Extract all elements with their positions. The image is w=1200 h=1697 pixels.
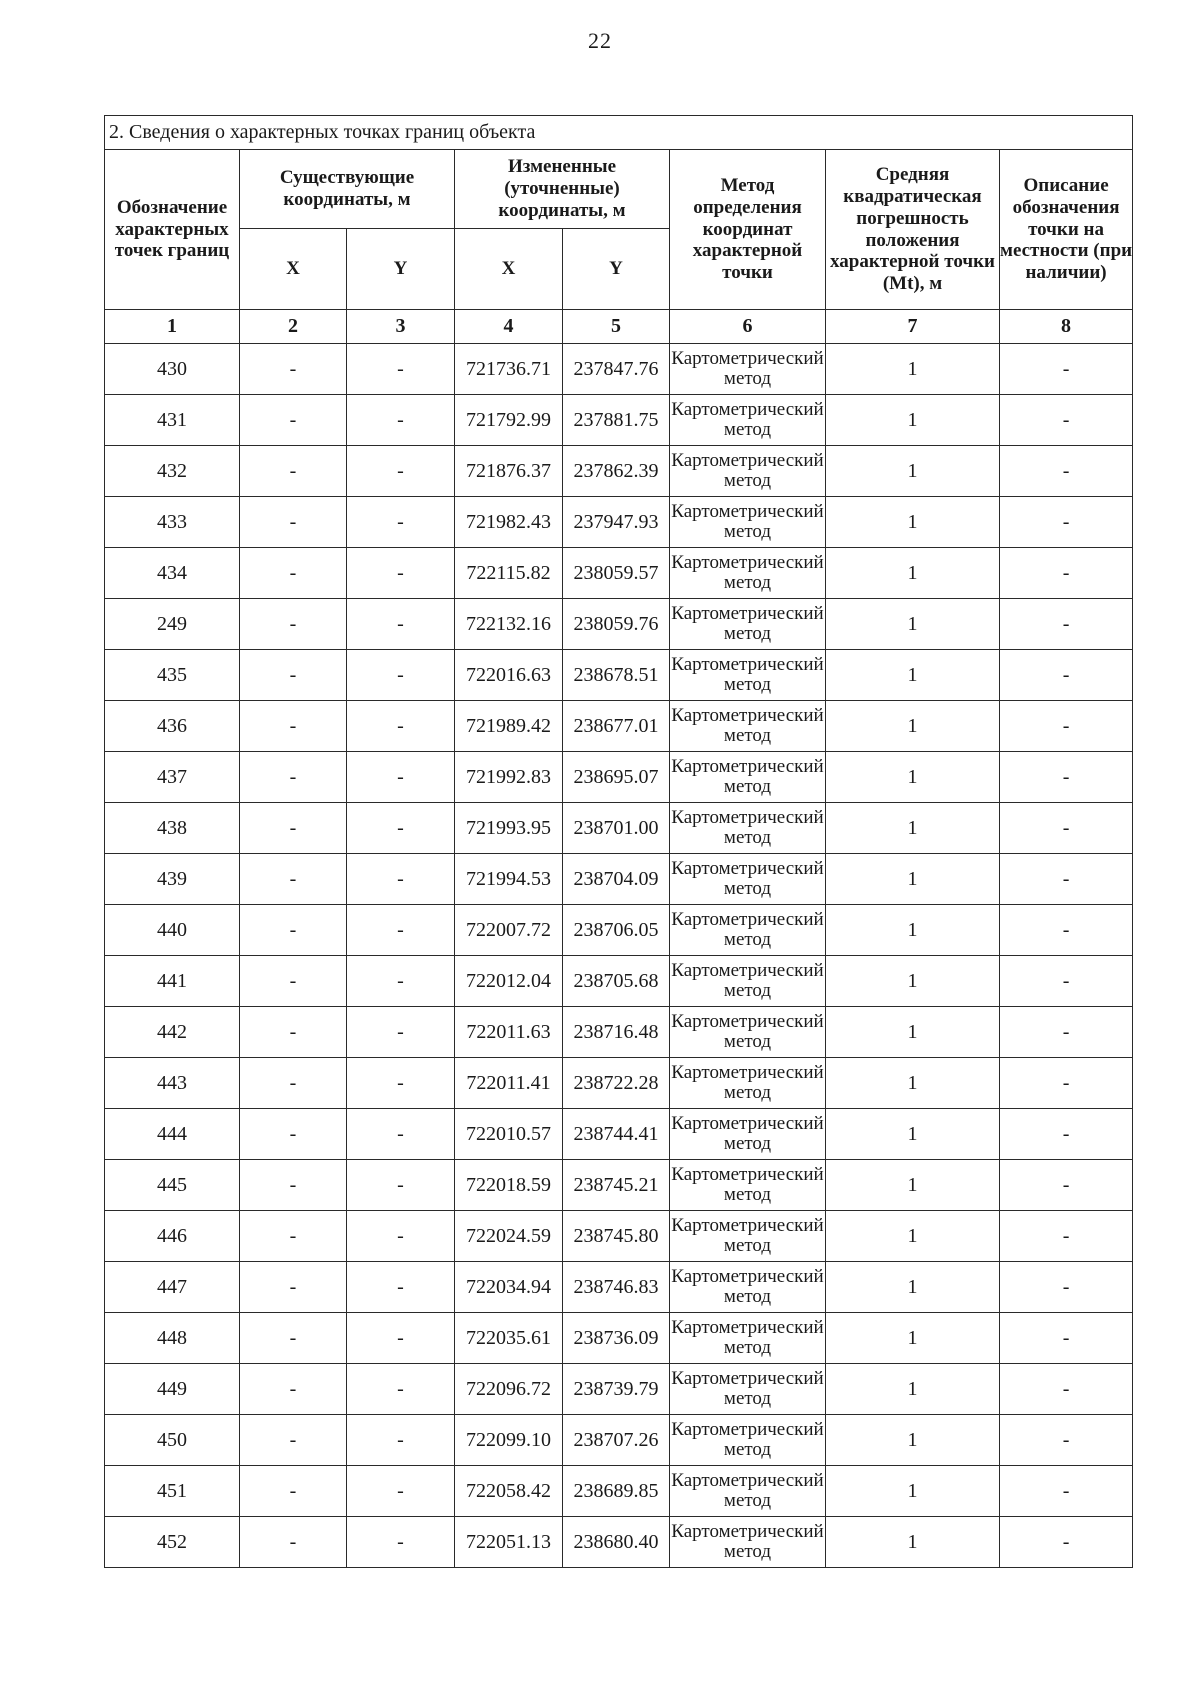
existing-x-cell: -	[240, 1466, 347, 1517]
method-cell: Картометрический метод	[670, 1364, 826, 1415]
method-cell: Картометрический метод	[670, 1262, 826, 1313]
y-coordinate-cell: 238707.26	[563, 1415, 670, 1466]
header-existing-coords: Существующие координаты, м	[240, 150, 455, 229]
existing-x-cell: -	[240, 905, 347, 956]
mean-error-cell: 1	[826, 650, 1000, 701]
description-cell: -	[1000, 497, 1133, 548]
existing-x-cell: -	[240, 497, 347, 548]
column-number: 8	[1000, 310, 1133, 344]
description-cell: -	[1000, 1313, 1133, 1364]
mean-error-cell: 1	[826, 1517, 1000, 1568]
existing-x-cell: -	[240, 548, 347, 599]
header-changed-y: Y	[563, 229, 670, 310]
column-number: 5	[563, 310, 670, 344]
description-cell: -	[1000, 1109, 1133, 1160]
existing-x-cell: -	[240, 854, 347, 905]
table-row	[105, 1517, 1133, 1568]
column-number: 7	[826, 310, 1000, 344]
existing-y-cell: -	[347, 395, 455, 446]
existing-y-cell: -	[347, 1415, 455, 1466]
description-cell: -	[1000, 1058, 1133, 1109]
x-coordinate-cell: 722051.13	[455, 1517, 563, 1568]
mean-error-cell: 1	[826, 752, 1000, 803]
table-row	[105, 854, 1133, 905]
y-coordinate-cell: 238722.28	[563, 1058, 670, 1109]
existing-x-cell: -	[240, 1058, 347, 1109]
mean-error-cell: 1	[826, 548, 1000, 599]
mean-error-cell: 1	[826, 803, 1000, 854]
method-cell: Картометрический метод	[670, 956, 826, 1007]
table-row	[105, 1262, 1133, 1313]
column-number: 4	[455, 310, 563, 344]
y-coordinate-cell: 237881.75	[563, 395, 670, 446]
table-row	[105, 1160, 1133, 1211]
x-coordinate-cell: 722012.04	[455, 956, 563, 1007]
mean-error-cell: 1	[826, 1160, 1000, 1211]
method-cell: Картометрический метод	[670, 599, 826, 650]
mean-error-cell: 1	[826, 854, 1000, 905]
point-number-cell: 439	[105, 854, 240, 905]
x-coordinate-cell: 722035.61	[455, 1313, 563, 1364]
y-coordinate-cell: 238678.51	[563, 650, 670, 701]
method-cell: Картометрический метод	[670, 548, 826, 599]
x-coordinate-cell: 721982.43	[455, 497, 563, 548]
mean-error-cell: 1	[826, 1415, 1000, 1466]
mean-error-cell: 1	[826, 497, 1000, 548]
point-number-cell: 452	[105, 1517, 240, 1568]
point-number-cell: 446	[105, 1211, 240, 1262]
description-cell: -	[1000, 1160, 1133, 1211]
mean-error-cell: 1	[826, 1313, 1000, 1364]
existing-x-cell: -	[240, 752, 347, 803]
description-cell: -	[1000, 701, 1133, 752]
existing-y-cell: -	[347, 1109, 455, 1160]
y-coordinate-cell: 238716.48	[563, 1007, 670, 1058]
description-cell: -	[1000, 1415, 1133, 1466]
description-cell: -	[1000, 1466, 1133, 1517]
table-row	[105, 395, 1133, 446]
method-cell: Картометрический метод	[670, 1058, 826, 1109]
mean-error-cell: 1	[826, 701, 1000, 752]
y-coordinate-cell: 238705.68	[563, 956, 670, 1007]
existing-y-cell: -	[347, 905, 455, 956]
table-row	[105, 1313, 1133, 1364]
point-number-cell: 444	[105, 1109, 240, 1160]
method-cell: Картометрический метод	[670, 1415, 826, 1466]
existing-y-cell: -	[347, 1211, 455, 1262]
y-coordinate-cell: 238701.00	[563, 803, 670, 854]
description-cell: -	[1000, 854, 1133, 905]
column-number: 1	[105, 310, 240, 344]
x-coordinate-cell: 722011.41	[455, 1058, 563, 1109]
existing-x-cell: -	[240, 395, 347, 446]
y-coordinate-cell: 238739.79	[563, 1364, 670, 1415]
point-number-cell: 433	[105, 497, 240, 548]
method-cell: Картометрический метод	[670, 497, 826, 548]
y-coordinate-cell: 238706.05	[563, 905, 670, 956]
existing-y-cell: -	[347, 650, 455, 701]
header-point-designation: Обозначение характерных точек границ	[105, 150, 240, 310]
point-number-cell: 432	[105, 446, 240, 497]
description-cell: -	[1000, 1364, 1133, 1415]
method-cell: Картометрический метод	[670, 1109, 826, 1160]
description-cell: -	[1000, 650, 1133, 701]
mean-error-cell: 1	[826, 905, 1000, 956]
existing-y-cell: -	[347, 1058, 455, 1109]
description-cell: -	[1000, 905, 1133, 956]
existing-y-cell: -	[347, 752, 455, 803]
description-cell: -	[1000, 1517, 1133, 1568]
x-coordinate-cell: 722010.57	[455, 1109, 563, 1160]
description-cell: -	[1000, 752, 1133, 803]
existing-x-cell: -	[240, 1517, 347, 1568]
existing-y-cell: -	[347, 956, 455, 1007]
x-coordinate-cell: 721993.95	[455, 803, 563, 854]
description-cell: -	[1000, 1007, 1133, 1058]
mean-error-cell: 1	[826, 1364, 1000, 1415]
header-existing-y: Y	[347, 229, 455, 310]
existing-y-cell: -	[347, 1262, 455, 1313]
existing-x-cell: -	[240, 803, 347, 854]
point-number-cell: 436	[105, 701, 240, 752]
x-coordinate-cell: 721876.37	[455, 446, 563, 497]
x-coordinate-cell: 722096.72	[455, 1364, 563, 1415]
point-number-cell: 249	[105, 599, 240, 650]
point-number-cell: 447	[105, 1262, 240, 1313]
method-cell: Картометрический метод	[670, 1160, 826, 1211]
y-coordinate-cell: 238677.01	[563, 701, 670, 752]
method-cell: Картометрический метод	[670, 1466, 826, 1517]
existing-x-cell: -	[240, 1364, 347, 1415]
mean-error-cell: 1	[826, 344, 1000, 395]
point-number-cell: 434	[105, 548, 240, 599]
method-cell: Картометрический метод	[670, 905, 826, 956]
y-coordinate-cell: 238059.57	[563, 548, 670, 599]
mean-error-cell: 1	[826, 956, 1000, 1007]
y-coordinate-cell: 238704.09	[563, 854, 670, 905]
existing-y-cell: -	[347, 854, 455, 905]
existing-x-cell: -	[240, 701, 347, 752]
existing-x-cell: -	[240, 956, 347, 1007]
header-method: Метод определения координат характерной точки	[670, 150, 826, 310]
x-coordinate-cell: 721736.71	[455, 344, 563, 395]
table-row	[105, 599, 1133, 650]
table-row	[105, 1058, 1133, 1109]
method-cell: Картометрический метод	[670, 1211, 826, 1262]
table-row	[105, 344, 1133, 395]
column-number: 6	[670, 310, 826, 344]
method-cell: Картометрический метод	[670, 650, 826, 701]
existing-y-cell: -	[347, 1313, 455, 1364]
table-row	[105, 446, 1133, 497]
column-number: 3	[347, 310, 455, 344]
point-number-cell: 451	[105, 1466, 240, 1517]
point-number-cell: 437	[105, 752, 240, 803]
existing-x-cell: -	[240, 1415, 347, 1466]
existing-y-cell: -	[347, 599, 455, 650]
table-row	[105, 1466, 1133, 1517]
method-cell: Картометрический метод	[670, 701, 826, 752]
table-row	[105, 905, 1133, 956]
table-row	[105, 1211, 1133, 1262]
method-cell: Картометрический метод	[670, 1007, 826, 1058]
point-number-cell: 438	[105, 803, 240, 854]
mean-error-cell: 1	[826, 1466, 1000, 1517]
x-coordinate-cell: 721994.53	[455, 854, 563, 905]
existing-x-cell: -	[240, 599, 347, 650]
table-row	[105, 1415, 1133, 1466]
x-coordinate-cell: 722018.59	[455, 1160, 563, 1211]
header-description: Описание обозначения точки на местности (при наличии)	[1000, 150, 1133, 310]
x-coordinate-cell: 722016.63	[455, 650, 563, 701]
mean-error-cell: 1	[826, 1007, 1000, 1058]
description-cell: -	[1000, 599, 1133, 650]
existing-y-cell: -	[347, 1007, 455, 1058]
y-coordinate-cell: 238746.83	[563, 1262, 670, 1313]
y-coordinate-cell: 238745.21	[563, 1160, 670, 1211]
mean-error-cell: 1	[826, 599, 1000, 650]
existing-x-cell: -	[240, 344, 347, 395]
table-row	[105, 650, 1133, 701]
existing-x-cell: -	[240, 1313, 347, 1364]
x-coordinate-cell: 722132.16	[455, 599, 563, 650]
point-number-cell: 449	[105, 1364, 240, 1415]
x-coordinate-cell: 722007.72	[455, 905, 563, 956]
method-cell: Картометрический метод	[670, 395, 826, 446]
point-number-cell: 450	[105, 1415, 240, 1466]
existing-x-cell: -	[240, 1109, 347, 1160]
mean-error-cell: 1	[826, 395, 1000, 446]
table-row	[105, 1109, 1133, 1160]
header-changed-x: X	[455, 229, 563, 310]
existing-x-cell: -	[240, 650, 347, 701]
y-coordinate-cell: 238680.40	[563, 1517, 670, 1568]
y-coordinate-cell: 238695.07	[563, 752, 670, 803]
x-coordinate-cell: 721989.42	[455, 701, 563, 752]
existing-y-cell: -	[347, 344, 455, 395]
description-cell: -	[1000, 1211, 1133, 1262]
section-title: 2. Сведения о характерных точках границ объекта	[105, 116, 1133, 150]
y-coordinate-cell: 238689.85	[563, 1466, 670, 1517]
point-number-cell: 431	[105, 395, 240, 446]
mean-error-cell: 1	[826, 1109, 1000, 1160]
point-number-cell: 435	[105, 650, 240, 701]
existing-x-cell: -	[240, 446, 347, 497]
existing-x-cell: -	[240, 1007, 347, 1058]
header-mean-error: Средняя квадратическая погрешность положения характерной точки (Mt), м	[826, 150, 1000, 310]
existing-y-cell: -	[347, 1364, 455, 1415]
y-coordinate-cell: 238736.09	[563, 1313, 670, 1364]
point-number-cell: 440	[105, 905, 240, 956]
table-row	[105, 548, 1133, 599]
method-cell: Картометрический метод	[670, 1517, 826, 1568]
mean-error-cell: 1	[826, 446, 1000, 497]
method-cell: Картометрический метод	[670, 1313, 826, 1364]
table-row	[105, 956, 1133, 1007]
x-coordinate-cell: 722115.82	[455, 548, 563, 599]
y-coordinate-cell: 237847.76	[563, 344, 670, 395]
header-changed-coords: Измененные (уточненные) координаты, м	[455, 150, 670, 229]
y-coordinate-cell: 237862.39	[563, 446, 670, 497]
table-row	[105, 701, 1133, 752]
point-number-cell: 443	[105, 1058, 240, 1109]
y-coordinate-cell: 237947.93	[563, 497, 670, 548]
mean-error-cell: 1	[826, 1262, 1000, 1313]
method-cell: Картометрический метод	[670, 344, 826, 395]
mean-error-cell: 1	[826, 1211, 1000, 1262]
table-body	[105, 344, 1133, 1568]
existing-y-cell: -	[347, 701, 455, 752]
mean-error-cell: 1	[826, 1058, 1000, 1109]
y-coordinate-cell: 238745.80	[563, 1211, 670, 1262]
x-coordinate-cell: 721792.99	[455, 395, 563, 446]
existing-x-cell: -	[240, 1262, 347, 1313]
page-number: 22	[588, 28, 612, 53]
existing-x-cell: -	[240, 1160, 347, 1211]
point-number-cell: 441	[105, 956, 240, 1007]
y-coordinate-cell: 238059.76	[563, 599, 670, 650]
y-coordinate-cell: 238744.41	[563, 1109, 670, 1160]
method-cell: Картометрический метод	[670, 854, 826, 905]
description-cell: -	[1000, 344, 1133, 395]
table-row	[105, 1364, 1133, 1415]
column-number: 2	[240, 310, 347, 344]
method-cell: Картометрический метод	[670, 803, 826, 854]
x-coordinate-cell: 721992.83	[455, 752, 563, 803]
point-number-cell: 445	[105, 1160, 240, 1211]
boundary-points-table	[104, 115, 1133, 1568]
table-row	[105, 752, 1133, 803]
x-coordinate-cell: 722024.59	[455, 1211, 563, 1262]
description-cell: -	[1000, 803, 1133, 854]
header-existing-x: X	[240, 229, 347, 310]
point-number-cell: 430	[105, 344, 240, 395]
x-coordinate-cell: 722058.42	[455, 1466, 563, 1517]
x-coordinate-cell: 722011.63	[455, 1007, 563, 1058]
existing-y-cell: -	[347, 548, 455, 599]
description-cell: -	[1000, 1262, 1133, 1313]
existing-y-cell: -	[347, 1517, 455, 1568]
existing-y-cell: -	[347, 803, 455, 854]
description-cell: -	[1000, 446, 1133, 497]
existing-y-cell: -	[347, 497, 455, 548]
x-coordinate-cell: 722099.10	[455, 1415, 563, 1466]
existing-x-cell: -	[240, 1211, 347, 1262]
description-cell: -	[1000, 956, 1133, 1007]
description-cell: -	[1000, 548, 1133, 599]
method-cell: Картометрический метод	[670, 752, 826, 803]
method-cell: Картометрический метод	[670, 446, 826, 497]
table-row	[105, 803, 1133, 854]
table-row	[105, 1007, 1133, 1058]
description-cell: -	[1000, 395, 1133, 446]
existing-y-cell: -	[347, 446, 455, 497]
x-coordinate-cell: 722034.94	[455, 1262, 563, 1313]
table-row	[105, 497, 1133, 548]
point-number-cell: 448	[105, 1313, 240, 1364]
existing-y-cell: -	[347, 1466, 455, 1517]
point-number-cell: 442	[105, 1007, 240, 1058]
existing-y-cell: -	[347, 1160, 455, 1211]
